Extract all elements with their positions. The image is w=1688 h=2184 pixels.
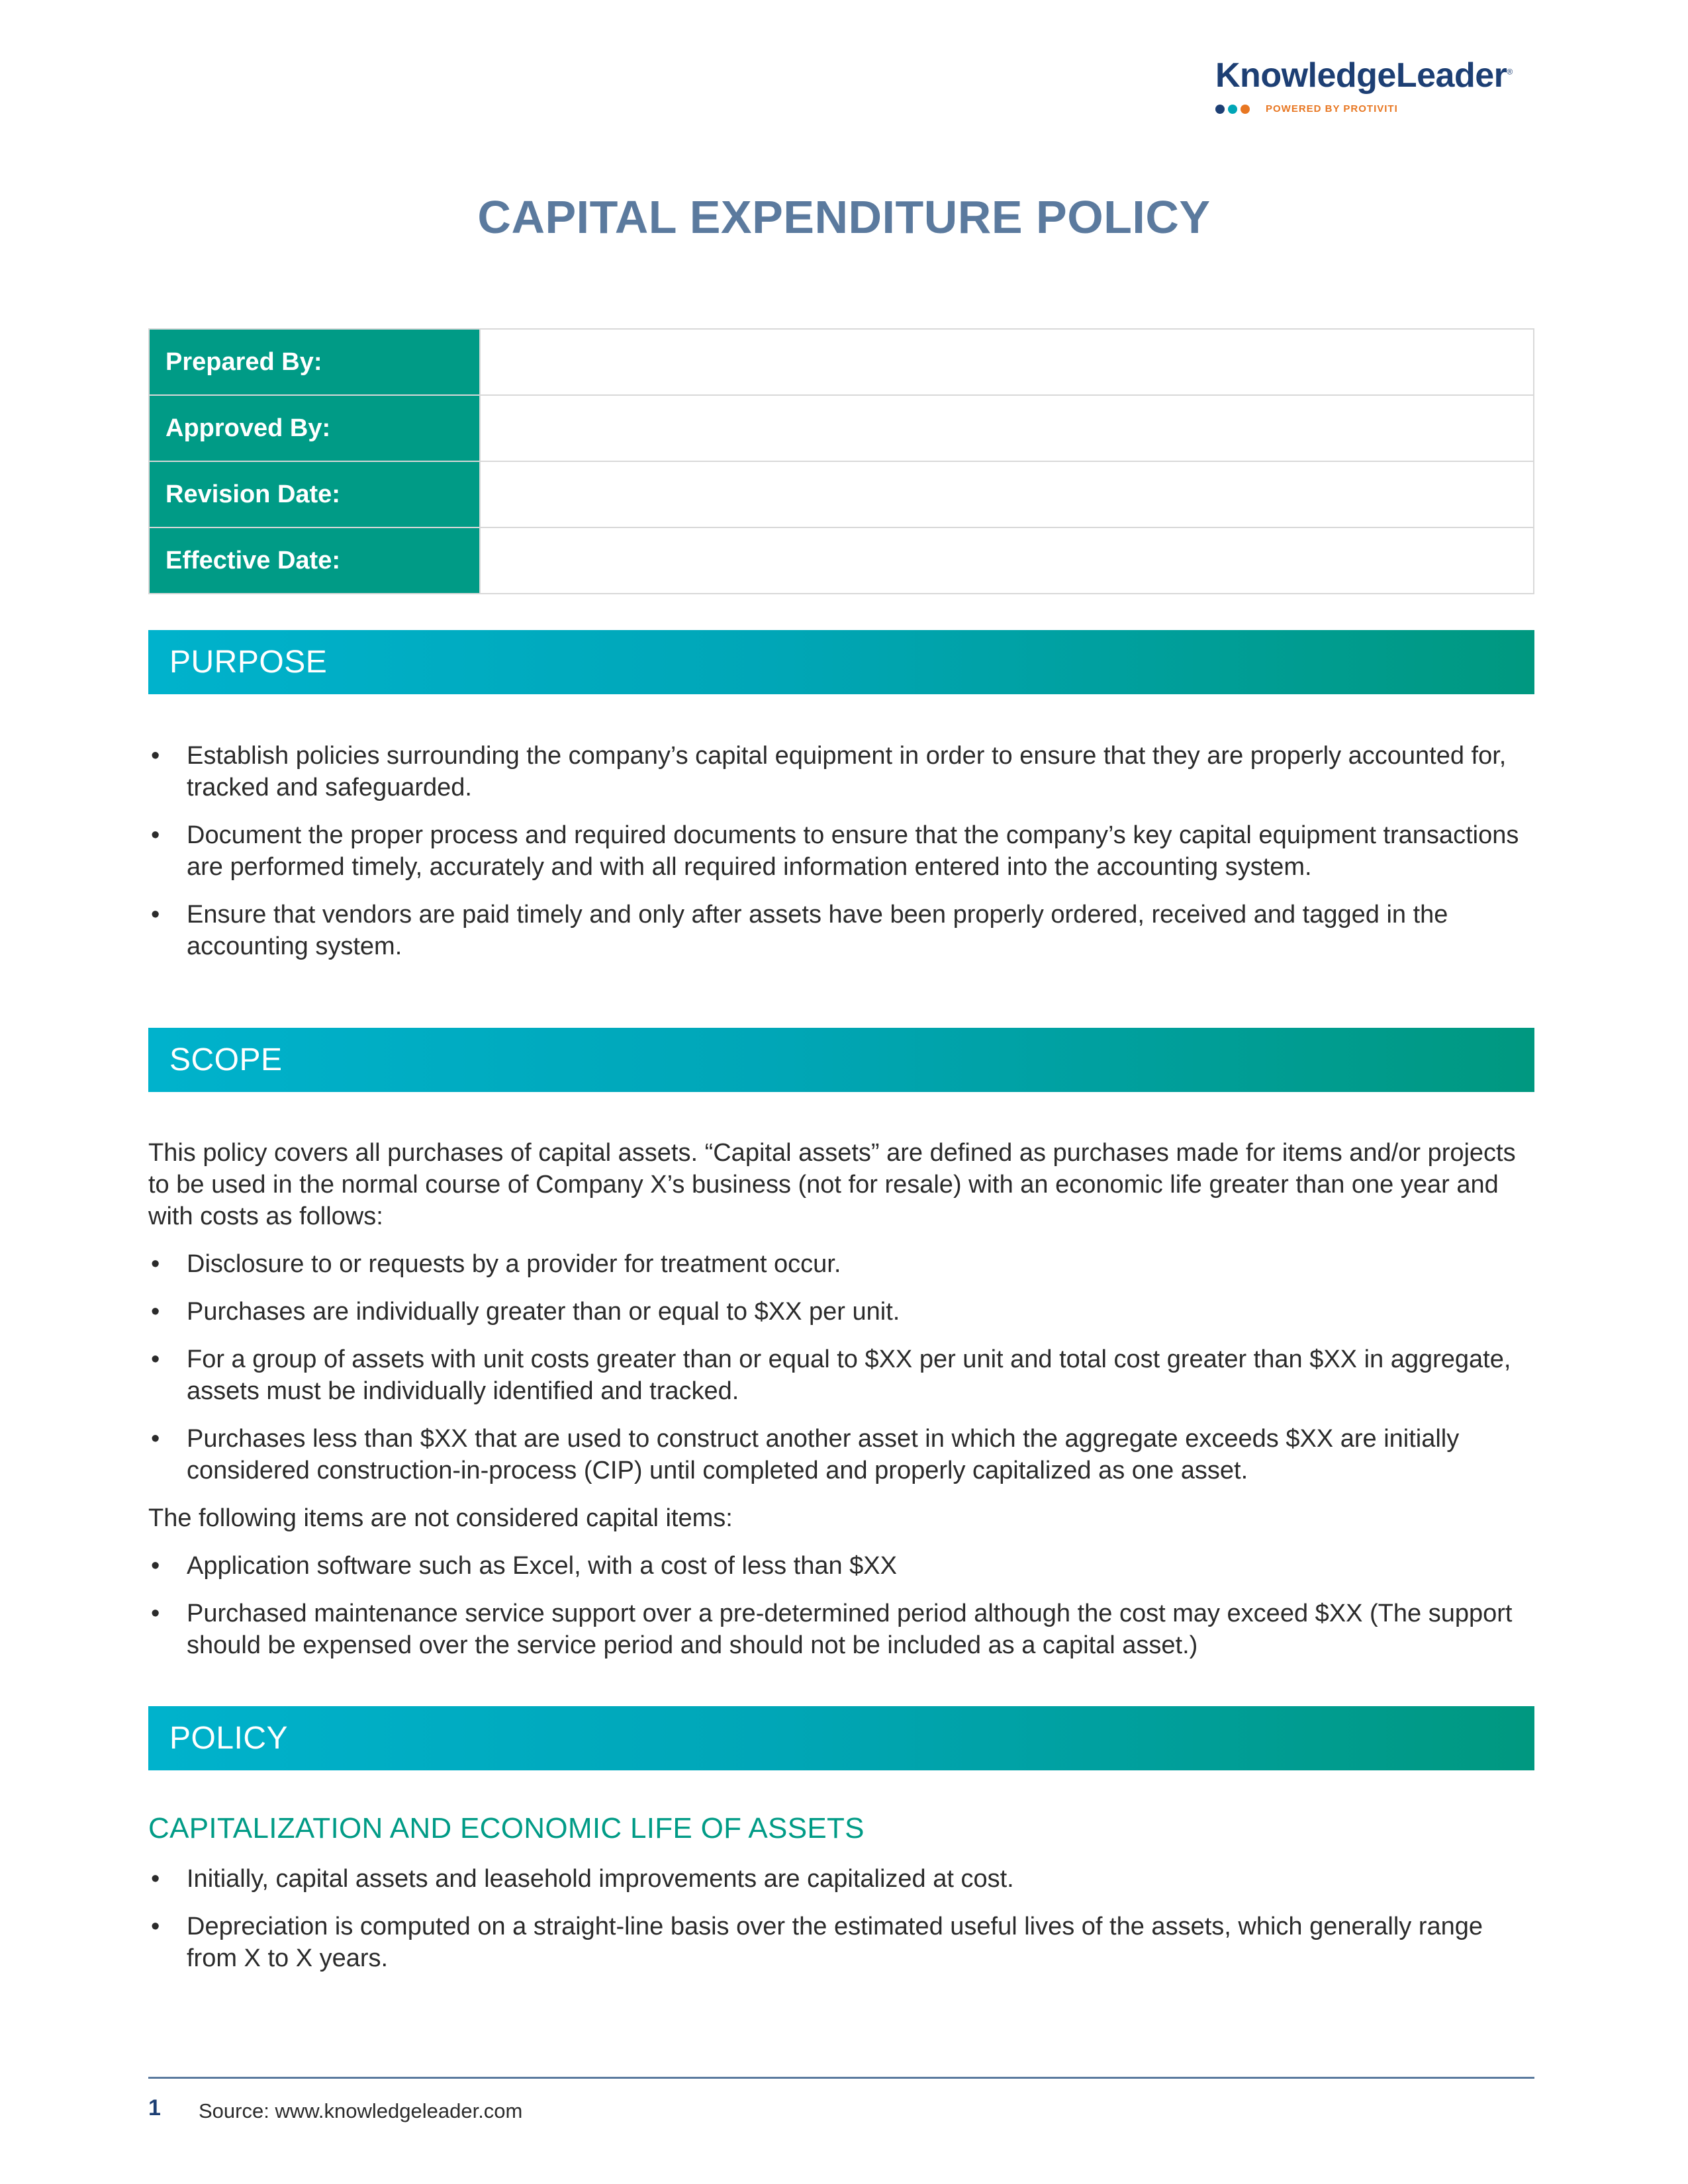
info-label: Revision Date: [149,461,480,527]
info-row-revision-date [149,461,1534,527]
scope-exclusions-intro: The following items are not considered capital items: [148,1504,733,1532]
section-header-scope: SCOPE [148,1028,1534,1092]
approved-by-field[interactable] [480,395,1534,461]
footer-source: Source: www.knowledgeleader.com [199,2099,523,2122]
purpose-bullet-list [148,740,1534,962]
list-item: • Document the proper process and required documents to ensure that the company’s key capital equipment transactions are performed timely, accurately and with all required information entered into the accounting system. [148,819,1534,883]
list-item: • Purchases less than $XX that are used to construct another asset in which the aggregate exceeds $XX are initially considered construction-in-process (CIP) until completed and properly capitalized as one asset. [148,1423,1534,1486]
list-item: • Disclosure to or requests by a provider for treatment occur. [148,1248,1534,1280]
list-item: • Depreciation is computed on a straight-line basis over the estimated useful lives of the assets, which generally range from X to X years. [148,1911,1534,1974]
scope-intro-paragraph: This policy covers all purchases of capital assets. “Capital assets” are defined as purchases made for items and/or projects to be used in the normal course of Company X’s business (not for resale) with an economic life greater than one year and with costs as follows: [148,1139,1516,1230]
section-header-policy: POLICY [148,1706,1534,1770]
prepared-by-field[interactable] [480,329,1534,395]
policy-section-body [148,1863,1534,1990]
knowledgeleader-logo [1215,56,1533,114]
logo-wordmark: KnowledgeLeader® [1215,56,1513,95]
scope-exclusions-list [148,1550,1534,1661]
page-title: CAPITAL EXPENDITURE POLICY [477,191,1211,243]
info-label: Approved By: [149,395,480,461]
scope-bullet-list [148,1248,1534,1486]
document-info-table [148,328,1534,594]
revision-date-field[interactable] [480,461,1534,527]
scope-section-body [148,1137,1534,1677]
list-item: • Application software such as Excel, with a cost of less than $XX [148,1550,1534,1582]
list-item: • Purchases are individually greater than or equal to $XX per unit. [148,1296,1534,1328]
purpose-section-body [148,740,1534,978]
logo-tagline: POWERED BY PROTIVITI [1266,103,1398,114]
page-number: 1 [148,2095,161,2120]
info-row-effective-date [149,527,1534,594]
logo-subline [1215,103,1533,114]
info-row-approved-by [149,395,1534,461]
list-item: • For a group of assets with unit costs greater than or equal to $XX per unit and total cost greater than $XX in aggregate, assets must be individually identified and tracked. [148,1343,1534,1407]
footer-divider [148,2077,1534,2079]
list-item: • Ensure that vendors are paid timely and only after assets have been properly ordered, received and tagged in the accounting system. [148,899,1534,962]
info-label: Prepared By: [149,329,480,395]
policy-bullet-list [148,1863,1534,1974]
list-item: • Initially, capital assets and leasehold improvements are capitalized at cost. [148,1863,1534,1895]
section-header-purpose: PURPOSE [148,630,1534,694]
list-item: • Purchased maintenance service support over a pre-determined period although the cost may exceed $XX (The support should be expensed over the service period and should not be included as a capital asset.) [148,1598,1534,1661]
policy-subheading: CAPITALIZATION AND ECONOMIC LIFE OF ASSETS [148,1812,865,1844]
info-row-prepared-by [149,329,1534,395]
info-label: Effective Date: [149,527,480,594]
list-item: • Establish policies surrounding the company’s capital equipment in order to ensure that they are properly accounted for, tracked and safeguarded. [148,740,1534,803]
logo-dots-icon [1215,105,1250,114]
effective-date-field[interactable] [480,527,1534,594]
